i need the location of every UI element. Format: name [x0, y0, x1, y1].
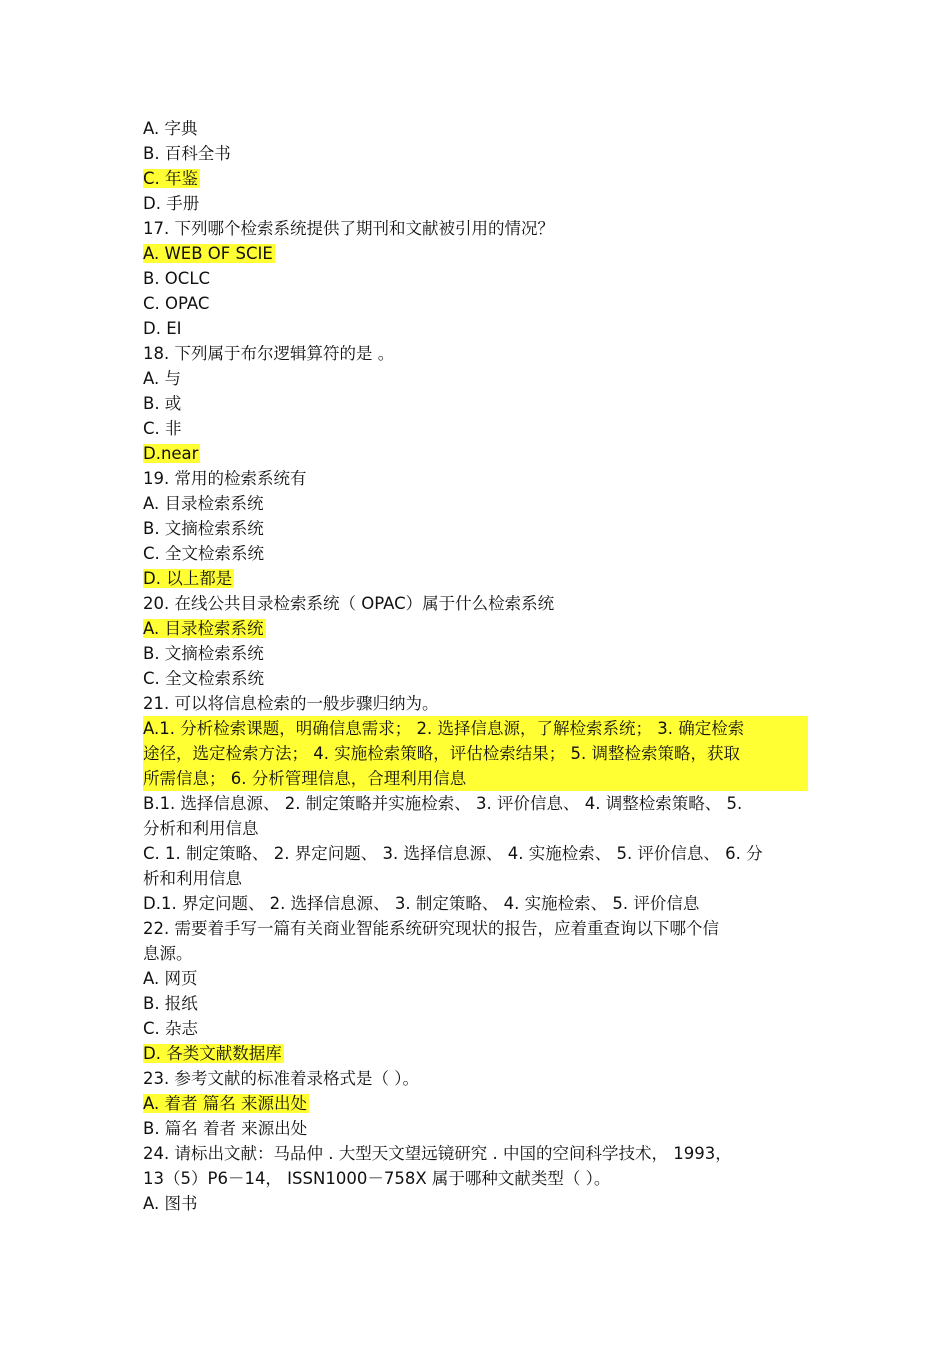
text-line [143, 341, 808, 366]
text-line [143, 916, 808, 941]
text-line [143, 1141, 808, 1166]
text-line [143, 891, 808, 916]
line-text: A. 与 [143, 369, 181, 388]
text-line [143, 166, 808, 191]
text-line [143, 416, 808, 441]
text-line [143, 591, 808, 616]
text-line [143, 1116, 808, 1141]
line-text: A. 字典 [143, 119, 198, 138]
question-list-part-1 [143, 116, 808, 716]
text-line [143, 491, 808, 516]
line-text: 分析和利用信息 [143, 819, 259, 838]
line-text: B.1. 选择信息源、 2. 制定策略并实施检索、 3. 评价信息、 4. 调整检索策略、 5. [143, 794, 743, 813]
highlighted-answer: A. 目录检索系统 [143, 619, 264, 638]
line-text: D.1. 界定问题、 2. 选择信息源、 3. 制定策略、 4. 实施检索、 5. 评价信息 [143, 894, 700, 913]
highlighted-answer: A. 着者 篇名 来源出处 [143, 1094, 307, 1113]
text-line [143, 666, 808, 691]
line-text: 13（5）P6－14， ISSN1000－758X 属于哪种文献类型（ ）。 [143, 1169, 611, 1188]
highlighted-answer: A. WEB OF SCIE [143, 244, 273, 263]
line-text: B. 篇名 着者 来源出处 [143, 1119, 308, 1138]
line-text: 18. 下列属于布尔逻辑算符的是 。 [143, 344, 395, 363]
line-text: 息源。 [143, 944, 193, 963]
text-line [143, 116, 808, 141]
text-line [143, 441, 808, 466]
line-text: B. 或 [143, 394, 182, 413]
highlighted-answer: D. 以上都是 [143, 569, 233, 588]
line-text: A. 图书 [143, 1194, 198, 1213]
line-text: C. 非 [143, 419, 182, 438]
line-text: 19. 常用的检索系统有 [143, 469, 307, 488]
line-text: C. OPAC [143, 294, 210, 313]
text-line [143, 616, 808, 641]
highlighted-answer-line: 所需信息； 6. 分析管理信息，合理利用信息 [143, 769, 467, 788]
question-list-part-2 [143, 791, 808, 1216]
text-line [143, 566, 808, 591]
text-line [143, 141, 808, 166]
line-text: B. 报纸 [143, 994, 198, 1013]
highlighted-answer: D.near [143, 444, 199, 463]
line-text: C. 1. 制定策略、 2. 界定问题、 3. 选择信息源、 4. 实施检索、 5. 评价信息、 6. 分 [143, 844, 763, 863]
line-text: B. 文摘检索系统 [143, 644, 264, 663]
highlighted-answer-21a [143, 716, 808, 791]
line-text: D. EI [143, 319, 182, 338]
text-line [143, 391, 808, 416]
line-text: 20. 在线公共目录检索系统（ OPAC）属于什么检索系统 [143, 594, 555, 613]
text-line [143, 241, 808, 266]
text-line [143, 1016, 808, 1041]
text-line [143, 866, 808, 891]
text-line [143, 791, 808, 816]
text-line [143, 1091, 808, 1116]
text-line [143, 541, 808, 566]
line-text: B. 文摘检索系统 [143, 519, 264, 538]
text-line [143, 1166, 808, 1191]
text-line [143, 366, 808, 391]
line-text: 24. 请标出文献：马品仲 . 大型天文望远镜研究 . 中国的空间科学技术， 1993， [143, 1144, 732, 1163]
line-text: B. 百科全书 [143, 144, 231, 163]
line-text: A. 网页 [143, 969, 198, 988]
line-text: 21. 可以将信息检索的一般步骤归纳为。 [143, 694, 439, 713]
text-line [143, 216, 808, 241]
line-text: 析和利用信息 [143, 869, 242, 888]
line-text: B. OCLC [143, 269, 211, 288]
line-text: C. 杂志 [143, 1019, 199, 1038]
highlighted-answer-line: A.1. 分析检索课题，明确信息需求； 2. 选择信息源，了解检索系统； 3. 确定检索 [143, 719, 745, 738]
text-line [143, 841, 808, 866]
text-line [143, 291, 808, 316]
highlighted-answer-line: 途径，选定检索方法； 4. 实施检索策略，评估检索结果； 5. 调整检索策略，获取 [143, 744, 740, 763]
line-text: D. 手册 [143, 194, 200, 213]
text-line [143, 516, 808, 541]
text-line [143, 816, 808, 841]
text-line [143, 941, 808, 966]
line-text: C. 全文检索系统 [143, 544, 265, 563]
highlighted-answer: D. 各类文献数据库 [143, 1044, 282, 1063]
document-page [143, 116, 808, 1216]
line-text: 23. 参考文献的标准着录格式是（ ）。 [143, 1069, 419, 1088]
text-line [143, 266, 808, 291]
text-line [143, 966, 808, 991]
text-line [143, 991, 808, 1016]
text-line [143, 316, 808, 341]
text-line [143, 1041, 808, 1066]
line-text: A. 目录检索系统 [143, 494, 264, 513]
line-text: 22. 需要着手写一篇有关商业智能系统研究现状的报告，应着重查询以下哪个信 [143, 919, 719, 938]
text-line [143, 1066, 808, 1091]
text-line [143, 691, 808, 716]
line-text: 17. 下列哪个检索系统提供了期刊和文献被引用的情况？ [143, 219, 554, 238]
highlighted-answer: C. 年鉴 [143, 169, 199, 188]
text-line [143, 641, 808, 666]
text-line [143, 466, 808, 491]
line-text: C. 全文检索系统 [143, 669, 265, 688]
text-line [143, 1191, 808, 1216]
text-line [143, 191, 808, 216]
